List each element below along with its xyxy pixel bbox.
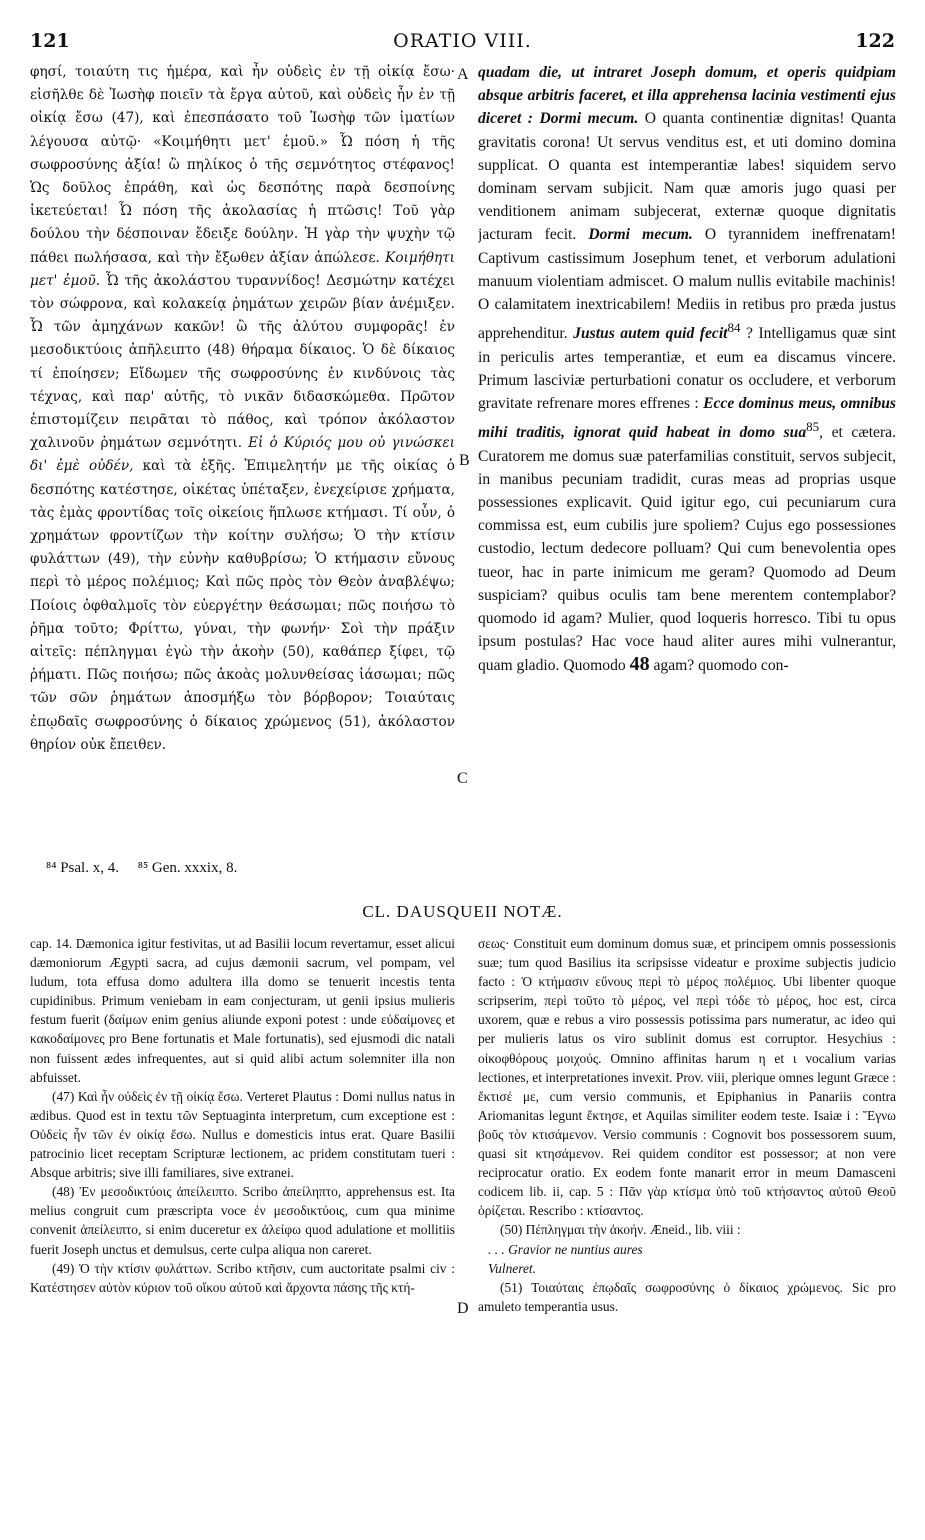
notes-column-left: [30, 934, 455, 1514]
notes-column-right: [478, 934, 896, 1514]
note-48: (48) Ἐν μεσοδικτύοις ἀπείλειπτο. Scribo ἀπείληπτο, apprehensus est. Ita melius congruit cum præscripta voce ἐν μεσοδικτύοις, cum qua minime convenit ἀπείλειπτο, si enim duceretur ex ἀλείφω quod adulatione et mollitiis fuerit Joseph unctus et demulsus, certe culpa aliqua non careret.: [30, 1184, 455, 1257]
note-49-continued: σεως· Constituit eum dominum domus suæ, et principem omnis possessionis suæ; tum quod Basilius ita scripsisse videatur e proxime subjectis judicio facto : Ὁ κτήμασιν εὔνους περὶ τὸ μέρος πολέμιος. Ubi libenter quoque scripserim, περὶ τοῦτο τὸ μέρος, vel περὶ τόδε τὸ μέρος, hoc est, circa uxorem, quæ e rebus a viro possessis potissima pars numeratur, ac ideo qui per mulieris latus os viro sublinit domus est corruptor. Hesychius : οἰκοφθόρους μοιχούς. Omnino affinitas harum η et ι vocalium varias lectiones, et interpretationes invexit. Prov. viii, plerique omnes legunt Græce : ἔκτισέ με, cum versio communis, et Epiphanius in Panariis contra Ariomanitas legunt ἔκτησε, et Aquilas similiter eodem teste. Isaiæ i : Ἔγνω βοῦς τὸν κτισάμενον. Versio communis : Cognovit bos possessorem suum, quasi sit κτησάμενον. Rei quidem conditor est possessor; at non vere reciprocatur oratio. Ex eodem fonte manarit error in meum Damasceni codicem lib. ii, cap. 5 : Πᾶν γὰρ κτίσμα ὑπὸ τοῦ κτήσαντος αὐτοῦ Θεοῦ ὁρίζεται. Rescribo : κτίσαντος.: [478, 936, 896, 1219]
verse-line-1: . . . Gravior ne nuntius aures: [488, 1241, 643, 1257]
greek-text-1: φησί, τοιαύτη τις ἡμέρα, καὶ ἦν οὐδεὶς ἐν τῇ οἰκίᾳ ἔσω· εἰσῆλθε δὲ Ἰωσὴφ ποιεῖν τὰ ἔργα αὐτοῦ, καὶ οὐδεὶς ἦν ἐν τῇ οἰκίᾳ ἔσω (47), καὶ ἐπεσπάσατο τοῦ Ἰωσὴφ τῶν ἱματίων λέγουσα αὐτῷ· «Κοιμήθητι μετ' ἐμοῦ.» Ὦ πόση ἡ τῆς σωφροσύνης ἀξία! ὢ πηλίκος ὁ τῆς σεμνότητος στέφανος! Ὡς δοῦλος ἐπράθη, καὶ ὡς δεσπότης παρὰ δεσποίνης ἱκετεύεται! Ὦ πόση τῆς ἀκολασίας ἡ πτῶσις! Τοῦ γὰρ δούλου τὴν δέσποιναν ἔδειξε δούλην. Ἡ γὰρ τὴν ψυχὴν τῷ πάθει πωλήσασα, καὶ τὴν ἔξωθεν ἀξίαν ἀπώλεσε.: [30, 64, 455, 266]
latin-paragraph: quadam die, ut intraret Joseph domum, et operis quidpiam absque arbitris faceret, et illa apprehensa lacinia vestimenti ejus diceret : Dormi mecum. O quanta continentiæ dignitas! Quanta gravitatis corona! Ut servus venditus est, et uti domino domina supplicat. O quanta est intemperantiæ labes! siquidem servo dominam servam subjicit. Nam quæ amoris jugo quasi per venditionem animam subjecerat, externæ quoque dignitatis jacturam fecit. Dormi mecum. O tyrannidem ineffrenatam! Captivum castissimum Josephum tenet, et verborum adulationi manuum violentiam admiscet. O malum nullis evitabile machinis! O calamitatem inextricabilem! Mediis in retibus pro præda justus apprehenditur. Justus autem quid fecit$^{84}$ ? Intelligamus quæ sint in periculis artes temperantiæ, et eum ea discamus vincere. Primum lasciviæ perturbationi conatur os occludere, et verborum gravitate refrenare mores effrenes : Ecce dominus meus, omnibus mihi traditis, ignorat quid habeat in domo sua$^{85}$, et cætera. Curatorem me domus suæ paterfamilias constituit, servos subjecit, in manibus pecuniam tradidit, curas meas ad proprias usque possessiones explicavit. Quid igitur ego, cui pecuniarum cura commissa est, eum cubilis jure spoliem? Cujus ego possessiones custodio, lectum dedecore polluam? Qui cum benevolentia opes tueor, hac in parte inimicum me geram? Quomodo ad Deum suspiciam? quibus oculis tam bene merentem contemplabor? quomodo id agam? Mulier, quod loqueris horresco. Tibi tu opus ipsum postulas? Hac voce haud aliter aures mihi vulnerantur, quam gladio. Quomodo 48 agam? quomodo con-: [478, 64, 896, 676]
column-marker-c: C: [457, 770, 468, 787]
note-51: (51) Τοιαύταις ἐπῳδαῖς σωφροσύνης ὁ δίκαιος χρώμενος. Sic pro amuleto temperantia usus.: [478, 1279, 896, 1314]
column-marker-d: D: [457, 1300, 469, 1317]
column-marker-a: A: [457, 66, 469, 83]
greek-italic-2: Εἰ ὁ Κύριός μου οὐ γινώσκει δι' ἐμὲ οὐδέν,: [30, 435, 455, 475]
latin-italic-ecce: Ecce dominus meus, omnibus mihi traditis, ignorat quid habeat in domo sua: [478, 395, 896, 442]
verse-line-2: Vulneret.: [488, 1260, 536, 1276]
footnote-84: ⁸⁴ Psal. x, 4.: [46, 860, 119, 876]
greek-text-column: [30, 61, 455, 851]
latin-text-4: , et cætera. Curatorem me domus suæ paterfamilias constituit, servos subjecit, in manibus pecuniam tradidit, curas meas ad proprias usque possessiones explicavit. Quid igitur ego, cui pecuniarum cura commissa est, eum cubilis jure spoliem? Cujus ego possessiones custodio, lectum dedecore polluam? Qui cum benevolentia opes tueor, hac in parte inimicum me geram? Quomodo ad Deum suspiciam? quibus oculis tam bene merentem contemplabor? quomodo id agam? Mulier, quod loqueris horresco. Tibi tu opus ipsum postulas? Hac voce haud aliter aures mihi vulnerantur, quam gladio. Quomodo: [478, 424, 896, 675]
column-number-marker: 48: [629, 653, 650, 676]
footnote-85: ⁸⁵ Gen. xxxix, 8.: [137, 860, 238, 876]
running-header: [30, 30, 895, 56]
greek-italic-1: Κοιμήθητι μετ' ἐμοῦ.: [30, 249, 455, 289]
latin-text-3: Intelligamus quæ sint in periculis artes temperantiæ, et eum ea discamus vincere. Primum lasciviæ perturbationi conatur os occludere, et verborum gravitate refrenare mores effrenes :: [478, 325, 896, 413]
notes-heading: CL. DAUSQUEII NOTÆ.: [362, 902, 563, 921]
running-title: ORATIO VIII.: [393, 30, 532, 52]
page-number-left: 121: [30, 30, 70, 52]
latin-text-column: [478, 61, 896, 851]
latin-italic-justus: Justus autem quid fecit: [573, 325, 728, 343]
greek-text-2: Ὦ τῆς ἀκολάστου τυραννίδος! Δεσμώτην κατέχει τὸν σώφρονα, καὶ κολακείᾳ ῥημάτων χειρῶν βίαν ἀνέμιξεν. Ὦ τῶν ἀμηχάνων κακῶν! ὢ τῆς ἀλύτου συμφορᾶς! ἐν μεσοδικτύοις ἀπῆλειπτο (48) θήραμα δίκαιος. Ὁ δὲ δίκαιος τί ἐποίησεν; Εἴδωμεν τῆς σωφροσύνης ἐν κινδύνοις τὰς τέχνας, καὶ παρ' αὐτῆς, τὸ νικᾶν διδασκώμεθα. Πρῶτον ἐπιστομίζειν πειρᾶται τὸ πάθος, καὶ τρόπον ἀκόλαστον χαλινοῦν ῥημάτων σεμνότητι.: [30, 272, 455, 452]
note-47: (47) Καὶ ἦν οὐδεὶς ἐν τῇ οἰκίᾳ ἔσω. Verteret Plautus : Domi nullus natus in ædibus. Quod est in textu τῶν Septuaginta interpretum, cum exceptione est : Οὐδεὶς ἦν τῶν ἐν οἰκίᾳ ἔσω. Nullus e domesticis intus erat. Quare Basilii patrocinio licet receptam Scripturæ lectionem, ac pridem constitutam tueri : Absque arbitris; sive illi familiares, sive extranei.: [30, 1088, 455, 1181]
latin-text-1: O quanta continentiæ dignitas! Quanta gravitatis corona! Ut servus venditus est, et uti domino domina supplicat. O quanta est intemperantiæ labes! siquidem servo dominam servam subjicit. Nam quæ amoris jugo quasi per venditionem animam subjecerat, externæ quoque dignitatis jacturam fecit.: [478, 110, 896, 244]
greek-text-3: καὶ τὰ ἑξῆς. Ἐπιμελητήν με τῆς οἰκίας ὁ δεσπότης κατέστησε, οἰκέτας ὑπέταξεν, ἐνεχείρισε χρήματα, τὰς ἐμὰς φροντίδας τοῖς οἰκείοις ἥπλωσε κτήμασι. Τί οὖν, ὁ χρημάτων φροντίζων τὴν κοίτην συλήσω; Ὁ τὴν κτίσιν φυλάττων (49), τὴν εὐνὴν καθυβρίσω; Ὁ κτήμασιν εὔνους περὶ τὸ μέρος πολέμιος; Καὶ πῶς πρὸς τὸν Θεὸν ἀναβλέψω; Ποίοις ὀφθαλμοῖς τὸν εὐεργέτην θεάσωμαι; πῶς ποιήσω τὸ ῥῆμα τοῦτο; Φρίττω, γύναι, τὴν φωνήν· Σοὶ τὴν πράξιν αἰτεῖς: πέπληγμαι ἐγὼ τὴν ἀκοὴν (50), καθάπερ ξίφει, τῷ ῥήματι. Πῶς ποιήσω; πῶς ἀκοὰς μολυνθείσας ἰάσωμαι; πῶς τῶν σῶν ῥημάτων ἀποσμήξω τὸν βόρβορον; Τοιαύταις ἐπῳδαῖς σωφροσύνης ὁ δίκαιος χρώμενος (51), ἀκόλαστον θηρίον οὐκ ἔπειθεν.: [30, 458, 455, 753]
footnotes: [46, 860, 237, 877]
greek-paragraph: [30, 61, 455, 757]
page-number-right: 122: [855, 30, 895, 52]
latin-text-2: O tyrannidem ineffrenatam! Captivum castissimum Josephum tenet, et verborum adulationi manuum violentiam admiscet. O malum nullis evitabile machinis! O calamitatem inextricabilem! Mediis in retibus pro præda justus apprehenditur.: [478, 226, 896, 343]
footnote-ref-85: 85: [806, 419, 820, 435]
latin-text-5: agam? quomodo con-: [653, 657, 789, 675]
column-marker-b: B: [459, 452, 470, 469]
note-49: (49) Ὁ τὴν κτίσιν φυλάττων. Scribo κτῆσιν, cum auctoritate psalmi civ : Κατέστησεν αὐτὸν κύριον τοῦ οἴκου αὐτοῦ καὶ ἄρχοντα πάσης τῆς κτή-: [30, 1260, 455, 1295]
footnote-ref-84: 84: [727, 320, 741, 336]
note-paragraph: cap. 14. Dæmonica igitur festivitas, ut ad Basilii locum revertamur, esset alicui dæmoniorum Ægypti sacra, ad cujus dæmonii sacrum, vel pompam, vel ludum, tota effusa domo adultera illa domo se tenuerit incestis tenta cupidinibus. Primum veniebam in eam conjecturam, ut genii ipsius mulieris festum fuerit (δαίμων enim genius aliunde exponi potest : unde εὐδαίμονες et κακοδαίμονες pro Bene fortunatis et Male fortunatis), sed ejusmodi dic natali non fuissent ædes infrequentes, aut si quid alibi actum solemniter illa non abfuisset.: [30, 936, 455, 1085]
latin-italic-opening: quadam die, ut intraret Joseph domum, et operis quidpiam absque arbitris faceret, et illa apprehensa lacinia vestimenti ejus diceret : Dormi mecum.: [478, 64, 896, 128]
note-50: (50) Πέπληγμαι τὴν ἀκοήν. Æneid., lib. viii :: [500, 1222, 741, 1238]
latin-italic-dormi: Dormi mecum.: [588, 226, 693, 244]
